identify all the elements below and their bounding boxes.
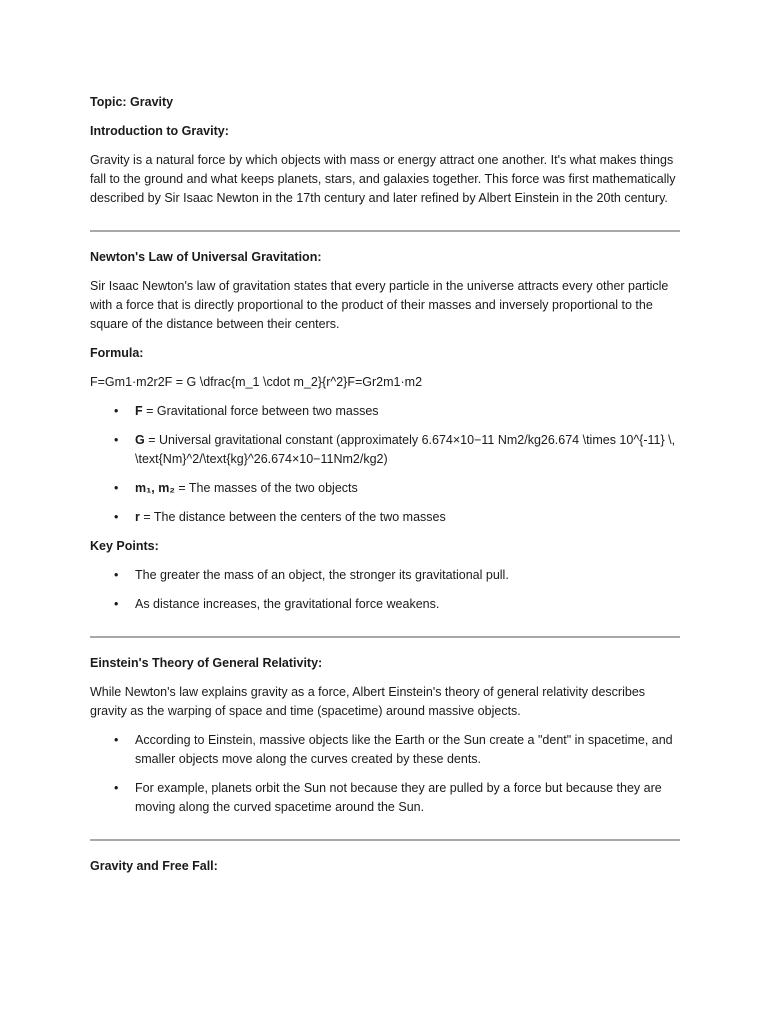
intro-heading: Introduction to Gravity: (90, 124, 229, 138)
list-item (90, 779, 680, 817)
list-item (90, 595, 680, 614)
key-points-list (90, 566, 680, 614)
definition-text: = Universal gravitational constant (approximately 6.674×10−11 Nm2/kg26.674 \times 10^{-11} \, \text{Nm}^2/\text{kg}^26.674×10−11Nm2/kg2) (135, 433, 676, 466)
definition-term: G (135, 433, 145, 447)
document-page (90, 93, 680, 876)
einstein-heading: Einstein's Theory of General Relativity: (90, 656, 323, 670)
newton-paragraph: Sir Isaac Newton's law of gravitation states that every particle in the universe attracts every other particle with a force that is directly proportional to the product of their masses and inversely proportional to the square of the distance between their centers. (90, 279, 669, 331)
newton-heading: Newton's Law of Universal Gravitation: (90, 250, 322, 264)
list-item (90, 431, 680, 469)
key-point-text: The greater the mass of an object, the stronger its gravitational pull. (135, 568, 509, 582)
key-point-text: As distance increases, the gravitational force weakens. (135, 597, 440, 611)
list-item (90, 402, 680, 421)
definition-text: = The masses of the two objects (174, 481, 358, 495)
list-item (90, 731, 680, 769)
definition-text: = The distance between the centers of the two masses (139, 510, 446, 524)
bullet-icon: • (114, 597, 119, 611)
bullet-icon: • (114, 733, 119, 747)
list-item (90, 479, 680, 498)
formula-definitions-list (90, 402, 680, 527)
definition-term: F (135, 404, 143, 418)
bullet-icon: • (114, 404, 119, 418)
formula-label: Formula: (90, 346, 144, 360)
definition-text: = Gravitational force between two masses (142, 404, 379, 418)
einstein-points-list (90, 731, 680, 817)
free-fall-heading: Gravity and Free Fall: (90, 859, 218, 873)
list-item (90, 508, 680, 527)
formula-text: F=Gm1·m2r2F = G \dfrac{m_1 \cdot m_2}{r^2}F=Gr2m1·m2 (90, 375, 423, 389)
bullet-icon: • (114, 433, 119, 447)
einstein-paragraph: While Newton's law explains gravity as a force, Albert Einstein's theory of general relativity describes gravity as the warping of space and time (spacetime) around massive objects. (90, 685, 646, 718)
bullet-icon: • (114, 568, 119, 582)
list-item (90, 566, 680, 585)
bullet-icon: • (114, 510, 119, 524)
intro-paragraph: Gravity is a natural force by which objects with mass or energy attract one another. It's what makes things fall to the ground and what keeps planets, stars, and galaxies together. This force was first mathematically described by Sir Isaac Newton in the 17th century and later refined by Albert Einstein in the 20th century. (90, 153, 676, 205)
topic-title: Topic: Gravity (90, 95, 174, 109)
einstein-point-text: According to Einstein, massive objects like the Earth or the Sun create a "dent" in spacetime, and smaller objects move along the curves created by these dents. (135, 733, 673, 766)
definition-term: r (135, 510, 140, 524)
section-divider (90, 636, 680, 638)
bullet-icon: • (114, 481, 119, 495)
definition-term: m₁, m₂ (135, 481, 175, 495)
section-divider (90, 839, 680, 841)
bullet-icon: • (114, 781, 119, 795)
section-divider (90, 230, 680, 232)
einstein-point-text: For example, planets orbit the Sun not because they are pulled by a force but because they are moving along the curved spacetime around the Sun. (135, 781, 662, 814)
key-points-label: Key Points: (90, 539, 159, 553)
